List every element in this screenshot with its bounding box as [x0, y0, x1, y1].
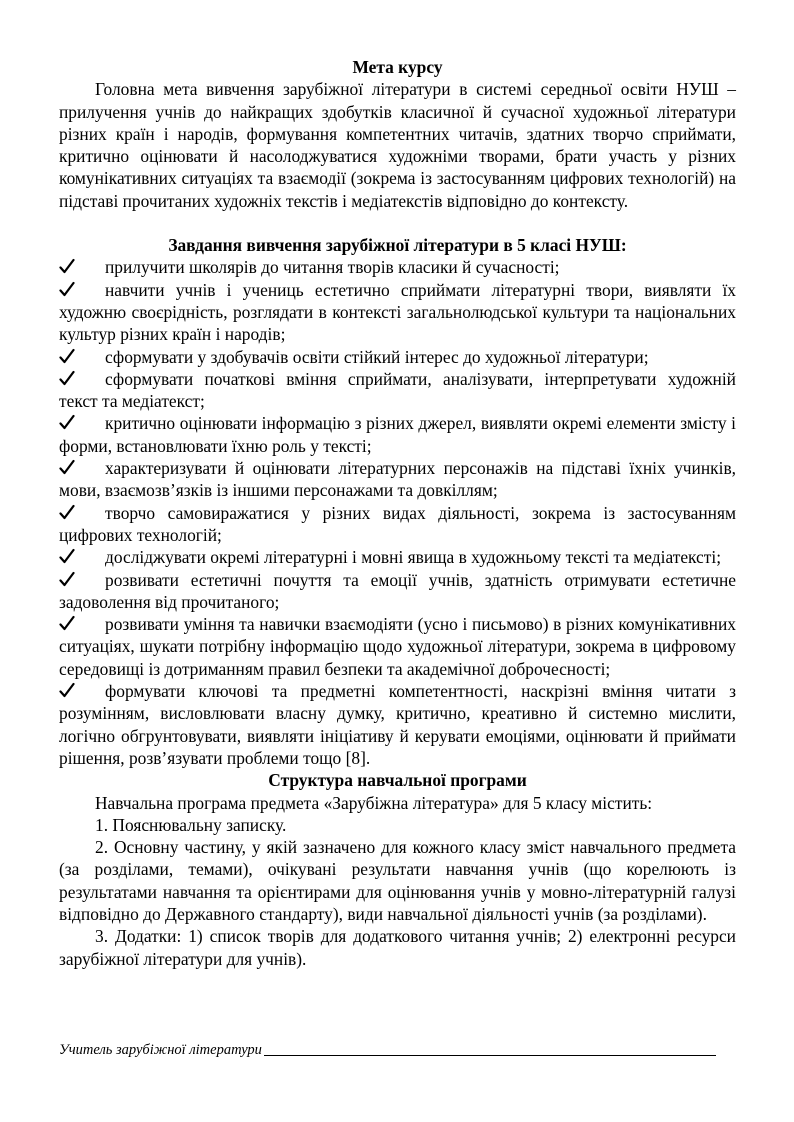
checkmark-icon	[59, 346, 75, 366]
task-item	[59, 569, 736, 614]
task-item	[59, 256, 736, 278]
task-item	[59, 546, 736, 568]
checkmark-icon	[59, 546, 75, 566]
page-content	[59, 56, 736, 970]
structure-item-1: 1. Пояснювальну записку.	[95, 814, 287, 835]
goal-paragraph: Головна мета вивчення зарубіжної літератури в системі середньої освіти НУШ – прилучення учнів до найкращих здобутків класичної й сучасної художньої літератури різних країн і народів, формування компетентних читачів, здатних творчо сприймати, критично оцінювати й насолоджуватися художніми творами, брати участь у різних комунікативних ситуаціях та взаємодії (зокрема із застосуванням цифрових технологій) на підставі прочитаних художніх текстів і медіатекстів відповідно до контексту.	[59, 79, 736, 211]
structure-intro: Навчальна програма предмета «Зарубіжна література» для 5 класу містить:	[95, 792, 653, 813]
task-item-text: формувати ключові та предметні компетентності, наскрізні вміння читати з розумінням, висловлювати власну думку, критично, креативно й системно мислити, логічно обгрунтовувати, виявляти ініціативу й керувати емоціями, оцінювати й приймати рішення, розв’язувати проблеми тощо [8].	[59, 681, 736, 768]
structure-item-2: 2. Основну частину, у якій зазначено для кожного класу зміст навчального предмета (за розділами, темами), очікувані результати навчання учнів (що корелюють із результатами навчання та орієнтирами для оцінювання учнів у мовно-літературній галузі відповідно до Державного стандарту), види навчальної діяльності учнів (за розділами).	[59, 837, 736, 924]
task-item	[59, 412, 736, 457]
task-item-text: розвивати естетичні почуття та емоції учнів, здатність отримувати естетичне задоволення від прочитаного;	[59, 569, 736, 612]
task-item	[59, 613, 736, 680]
task-item-text: навчити учнів і учениць естетично сприймати літературні твори, виявляти їх художню своєрідність, розглядати в контексті загальнолюдської культури та національних культур різних країн і народів;	[59, 279, 736, 345]
checkmark-icon	[59, 368, 75, 388]
checkmark-icon	[59, 502, 75, 522]
task-item-text: сформувати початкові вміння сприймати, аналізувати, інтерпретувати художній текст та медіатекст;	[59, 368, 736, 412]
task-item-text: сформувати у здобувачів освіти стійкий інтерес до художньої літератури;	[105, 346, 649, 367]
task-item	[59, 346, 736, 368]
tasks-heading: Завдання вивчення зарубіжної літератури в 5 класі НУШ:	[168, 235, 627, 256]
structure-item-3: 3. Додатки: 1) список творів для додаткового читання учнів; 2) електронні ресурси зарубіжної літератури для учнів).	[59, 926, 736, 969]
section-spacer	[59, 212, 736, 234]
footer-underline	[264, 1055, 716, 1056]
checkmark-icon	[59, 279, 75, 299]
checkmark-icon	[59, 412, 75, 432]
task-item	[59, 457, 736, 502]
task-item	[59, 502, 736, 547]
task-item	[59, 368, 736, 413]
checkmark-icon	[59, 256, 75, 276]
task-item	[59, 279, 736, 346]
tasks-list	[59, 256, 736, 769]
checkmark-icon	[59, 569, 75, 589]
page-footer	[59, 1041, 739, 1059]
footer-text: Учитель зарубіжної літератури	[59, 1042, 262, 1058]
task-item-text: творчо самовиражатися у різних видах діяльності, зокрема із застосуванням цифрових технологій;	[59, 502, 736, 545]
checkmark-icon	[59, 680, 75, 700]
task-item-text: досліджувати окремі літературні і мовні явища в художньому тексті та медіатексті;	[105, 547, 722, 568]
checkmark-icon	[59, 613, 75, 633]
checkmark-icon	[59, 457, 75, 477]
structure-heading: Структура навчальної програми	[268, 770, 527, 791]
task-item-text: розвивати уміння та навички взаємодіяти (усно і письмово) в різних комунікативних ситуаціях, шукати потрібну інформацію щодо художньої літератури, зокрема в цифровому середовищі із дотриманням правил безпеки та академічної доброчесності;	[59, 614, 736, 679]
task-item-text: критично оцінювати інформацію з різних джерел, виявляти окремі елементи змісту і форми, встановлювати їхню роль у тексті;	[59, 413, 736, 456]
task-item-text: характеризувати й оцінювати літературних персонажів на підставі їхніх учинків, мови, взаємозв’язків із іншими персонажами та довкіллям;	[59, 458, 736, 501]
task-item-text: прилучити школярів до читання творів класики й сучасності;	[105, 257, 560, 278]
task-item	[59, 680, 736, 769]
goal-heading: Мета курсу	[352, 57, 443, 77]
